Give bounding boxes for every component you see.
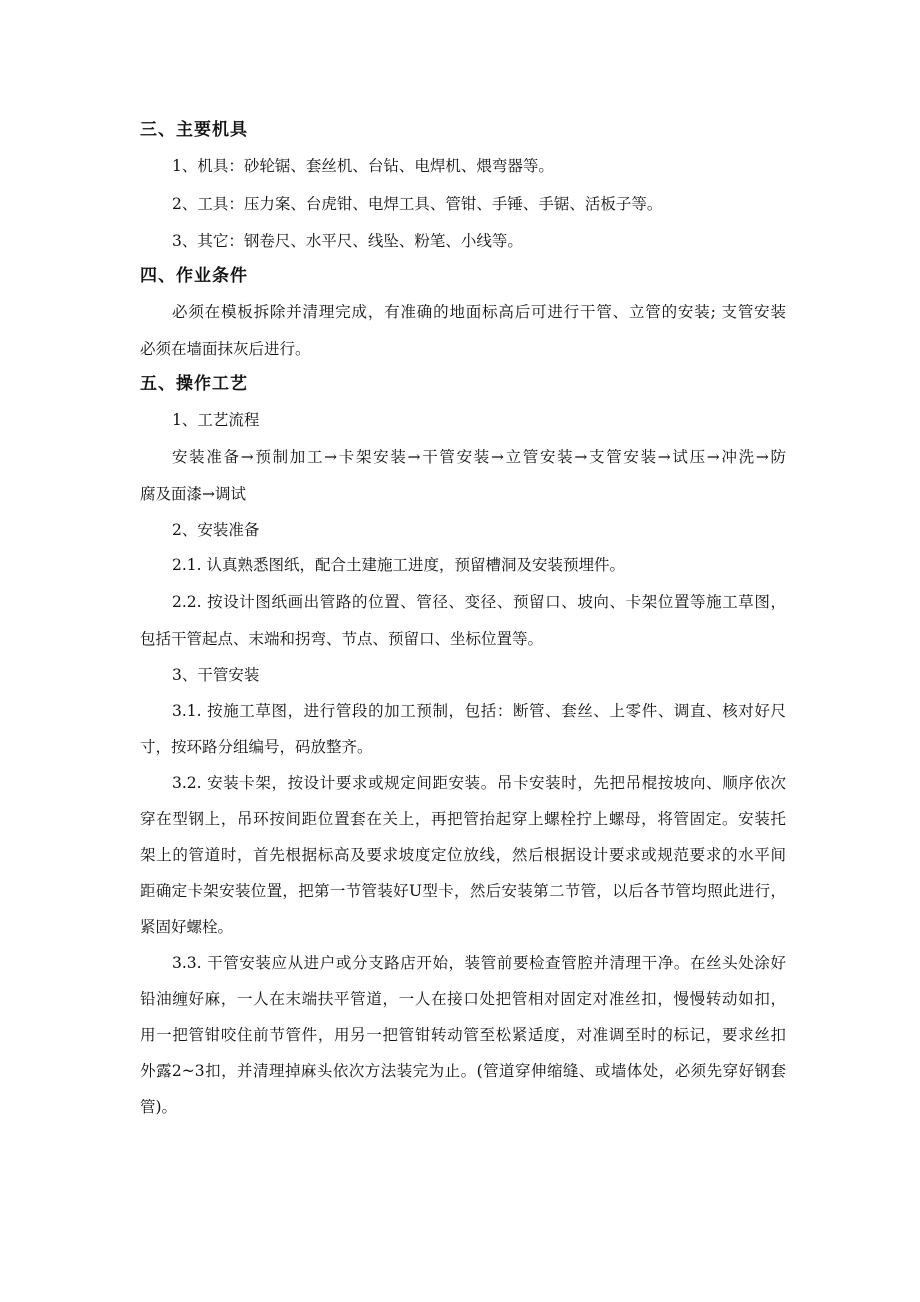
paragraph-line: 安装准备→预制加工→卡架安装→干管安装→立管安装→支管安装→试压→冲洗→防 (172, 448, 786, 466)
section-heading-process: 五、操作工艺 (140, 374, 248, 394)
list-item-hand-tools: 2、工具：压力案、台虎钳、电焊工具、管钳、手锤、手锯、活板子等。 (172, 195, 663, 213)
list-item-machines: 1、机具：砂轮锯、套丝机、台钻、电焊机、煨弯器等。 (172, 157, 554, 175)
paragraph-line: 寸，按环路分组编号，码放整齐。 (140, 738, 373, 756)
paragraph-line: 2.2. 按设计图纸画出管路的位置、管径、变径、预留口、坡向、卡架位置等施工草图， (172, 593, 786, 611)
section-heading-tools: 三、主要机具 (140, 120, 248, 140)
paragraph-line: 外露2~3扣，并清理掉麻头依次方法装完为止。(管道穿伸缩缝、或墙体处，必须先穿好钢套 (140, 1062, 786, 1080)
paragraph-line: 用一把管钳咬住前节管件，用另一把管钳转动管至松紧适度，对准调至时的标记，要求丝扣 (140, 1026, 786, 1044)
subsection-title-prep: 2、安装准备 (172, 521, 260, 539)
paragraph-line: 紧固好螺栓。 (140, 918, 234, 936)
paragraph-line: 2.1. 认真熟悉图纸，配合土建施工进度，预留槽洞及安装预埋件。 (172, 556, 626, 574)
section-heading-conditions: 四、作业条件 (140, 266, 248, 286)
paragraph-line: 铅油缠好麻，一人在末端扶平管道，一人在接口处把管相对固定对准丝扣，慢慢转动如扣， (140, 990, 786, 1008)
paragraph-line: 3.3. 干管安装应从进户或分支路店开始，装管前要检查管腔并清理干净。在丝头处涂好 (172, 954, 786, 972)
paragraph-line: 管)。 (140, 1098, 178, 1116)
paragraph-line: 3.2. 安装卡架，按设计要求或规定间距安装。吊卡安装时，先把吊棍按坡向、顺序依次 (172, 774, 786, 792)
subsection-title-main-pipe: 3、干管安装 (172, 666, 260, 684)
paragraph-line: 3.1. 按施工草图，进行管段的加工预制，包括：断管、套丝、上零件、调直、核对好尺 (172, 702, 786, 720)
paragraph-line: 包括干管起点、末端和拐弯、节点、预留口、坐标位置等。 (140, 630, 544, 648)
list-item-others: 3、其它：钢卷尺、水平尺、线坠、粉笔、小线等。 (172, 232, 523, 250)
paragraph-line: 穿在型钢上，吊环按间距位置套在关上，再把管抬起穿上螺栓拧上螺母，将管固定。安装托 (140, 810, 786, 828)
paragraph-line: 必须在模板拆除并清理完成，有准确的地面标高后可进行干管、立管的安装; 支管安装 (172, 303, 786, 321)
paragraph-line: 必须在墙面抹灰后进行。 (140, 340, 311, 358)
paragraph-line: 架上的管道时，首先根据标高及要求坡度定位放线，然后根据设计要求或规范要求的水平间 (140, 846, 786, 864)
paragraph-line: 距确定卡架安装位置，把第一节管装好U型卡，然后安装第二节管，以后各节管均照此进行， (140, 882, 786, 900)
subsection-title-flow: 1、工艺流程 (172, 411, 260, 429)
paragraph-line: 腐及面漆→调试 (140, 485, 246, 503)
